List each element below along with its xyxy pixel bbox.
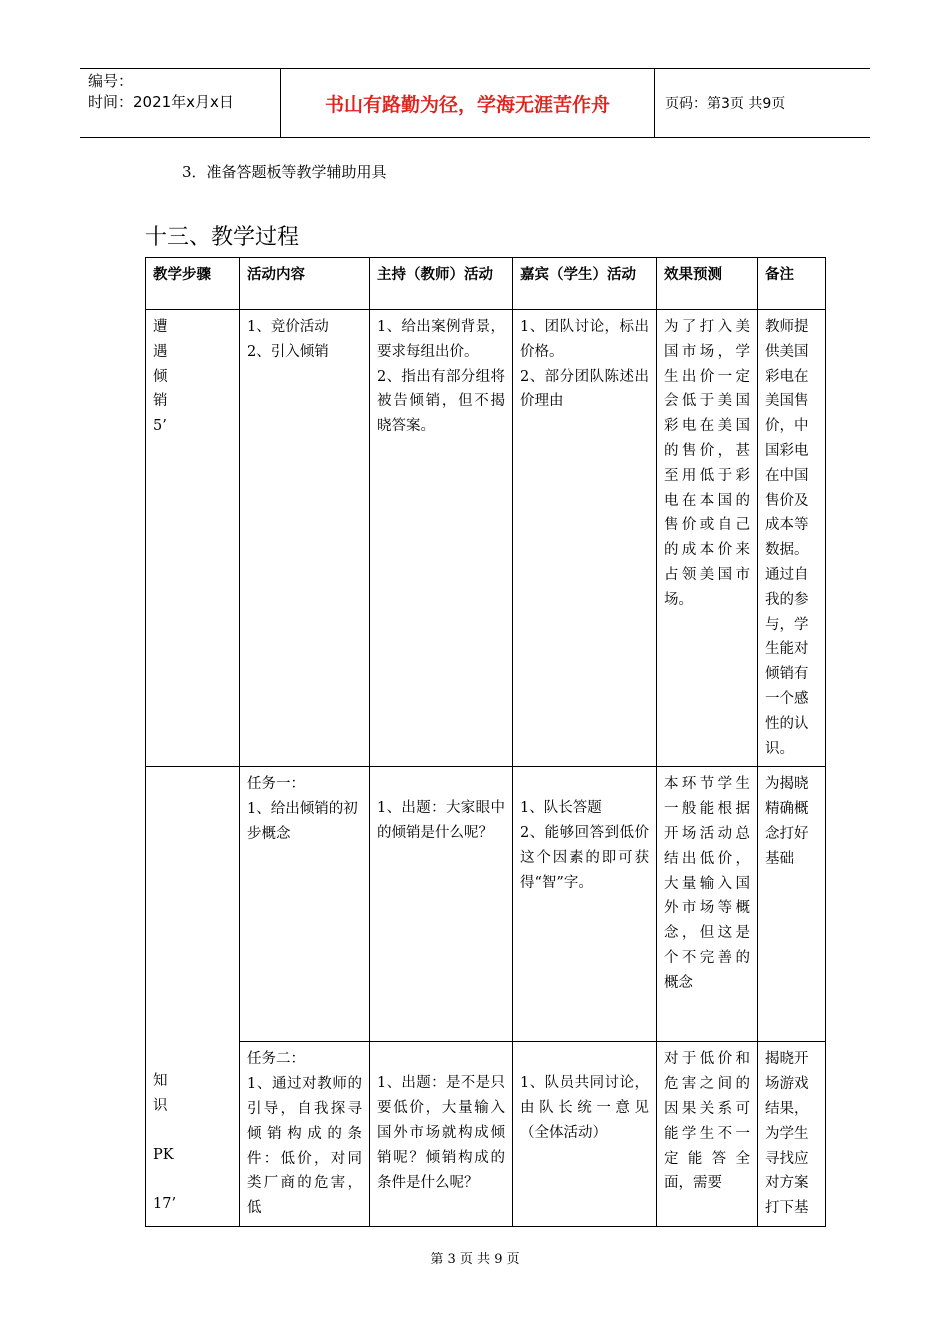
step-duration: 5’: [153, 418, 167, 435]
teacher-line: 1、出题：是不是只要低价，大量输入国外市场就构成倾销呢？倾销构成的条件是什么呢？: [377, 1075, 505, 1191]
teacher-line: 1、出题：大家眼中的倾销是什么呢？: [377, 800, 505, 842]
content-line: 任务一：: [247, 776, 305, 793]
student-cell: [513, 767, 657, 1042]
step-char: 倾: [153, 368, 168, 385]
teaching-process-table: [145, 257, 826, 1227]
note-cell: 为揭晓精确概念打好基础: [758, 767, 826, 1042]
content-cell: [240, 767, 370, 1042]
table-header-row: [146, 258, 826, 310]
table-row: [146, 310, 826, 767]
prep-item: 3．准备答题板等教学辅助用具: [182, 163, 387, 181]
content-cell: [240, 1042, 370, 1227]
step-char: 知: [153, 1073, 168, 1090]
header-teacher: 主持（教师）活动: [370, 258, 513, 310]
header-content: 活动内容: [240, 258, 370, 310]
step-char: PK: [153, 1146, 174, 1163]
student-cell: [513, 1042, 657, 1227]
page-header: [80, 68, 870, 138]
teacher-line: 2、指出有部分组将被告倾销，但不揭晓答案。: [377, 368, 505, 435]
content-line: 任务二：: [247, 1051, 305, 1068]
effect-cell: 为了打入美国市场，学生出价一定会低于美国彩电在美国的售价，甚至用低于彩电在本国的售价或自己的成本价来占领美国市场。: [657, 310, 758, 767]
page-footer: 第 3 页 共 9 页: [430, 1252, 520, 1267]
page-number-label: 页码：第3页 共9页: [665, 96, 786, 112]
teacher-cell: [370, 310, 513, 767]
content-line: 1、竞价活动: [247, 319, 329, 335]
step-cell: [146, 767, 240, 1227]
step-char: 销: [153, 393, 168, 410]
table-row: [146, 1042, 826, 1227]
step-cell: [146, 310, 240, 767]
step-char: 识: [153, 1098, 168, 1115]
student-line: 1、队员共同讨论，由队长统一意见（全体活动）: [520, 1075, 649, 1141]
content-cell: [240, 310, 370, 767]
date-label: 时间：2021年x月x日: [88, 93, 234, 111]
content-line: 1、通过对教师的引导，自我探寻倾销构成的条件：低价，对同类厂商的危害，低: [247, 1076, 362, 1217]
header-meta: [80, 69, 280, 137]
teacher-line: 1、给出案例背景，要求每组出价。: [377, 319, 505, 360]
teacher-cell: [370, 1042, 513, 1227]
teacher-cell: [370, 767, 513, 1042]
table-row: [146, 767, 826, 1042]
header-motto: 书山有路勤为径，学海无涯苦作舟: [280, 69, 655, 137]
student-line: 1、队长答题: [520, 800, 602, 817]
student-line: 2、能够回答到低价这个因素的即可获得“智”字。: [520, 825, 649, 891]
student-line: 2、部分团队陈述出价理由: [520, 368, 649, 410]
number-label: 编号：: [88, 72, 134, 90]
content-line: 2、引入倾销: [247, 343, 329, 360]
step-char: 遭: [153, 319, 168, 335]
effect-cell: 本环节学生一般能根据开场活动总结出低价，大量输入国外市场等概念，但这是个不完善的概念: [657, 767, 758, 1042]
header-step: 教学步骤: [146, 258, 240, 310]
note-cell: 揭晓开场游戏结果，为学生寻找应对方案打下基: [758, 1042, 826, 1227]
student-cell: [513, 310, 657, 767]
effect-cell: 对于低价和危害之间的因果关系可能学生不一定能答全面，需要: [657, 1042, 758, 1227]
step-char: 遇: [153, 343, 168, 360]
student-line: 1、团队讨论，标出价格。: [520, 319, 649, 360]
note-cell: 教师提供美国彩电在美国售价，中国彩电在中国售价及成本等数据。通过自我的参与，学生能对倾销有一个感性的认识。: [758, 310, 826, 767]
step-duration: 17’: [153, 1195, 177, 1212]
content-line: 1、给出倾销的初步概念: [247, 801, 358, 842]
section-title: 十三、教学过程: [145, 225, 300, 250]
header-effect: 效果预测: [657, 258, 758, 310]
header-note: 备注: [758, 258, 826, 310]
header-student: 嘉宾（学生）活动: [513, 258, 657, 310]
